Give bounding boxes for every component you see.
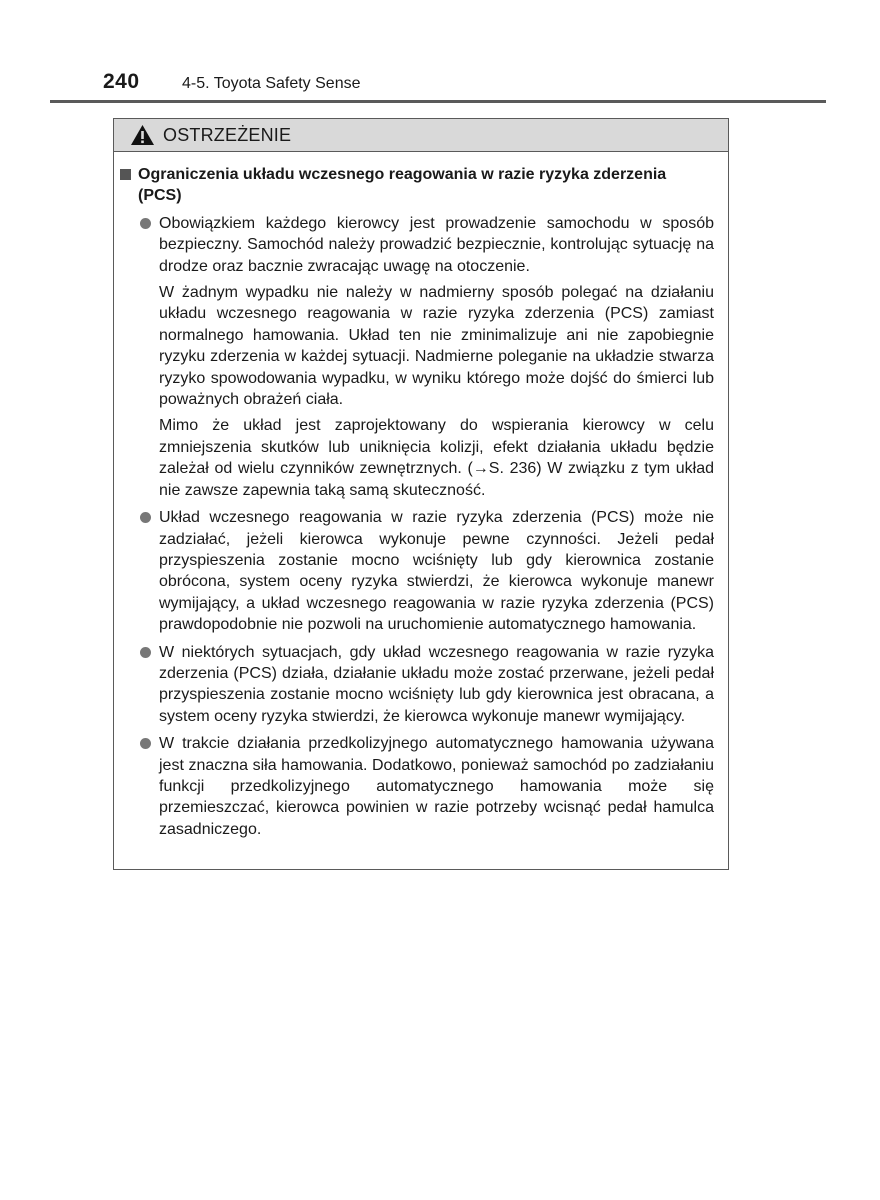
paragraph: W niektórych sytuacjach, gdy układ wczesnego reagowania w razie ryzyka zderzenia (PCS) działa, działanie układu może zostać przerwane, jeżeli pedał przyspieszenia zostanie mocno wciśnięty lub gdy kierownica jest obracana, a system oceny ryzyka stwierdzi, że kierowca wykonuje manewr wymijający. xyxy=(159,643,714,725)
warning-header xyxy=(114,119,728,152)
page-number: 240 xyxy=(103,70,140,93)
list-item xyxy=(120,733,714,840)
warning-box xyxy=(113,118,729,870)
paragraph: W żadnym wypadku nie należy w nadmierny sposób polegać na działaniu układu wczesnego reagowania w razie ryzyka zderzenia (PCS) zamiast normalnego hamowania. Układ ten nie zminimalizuje ani nie zapobiegnie ryzyku zderzenia w każdej sytuacji. Nadmierne poleganie na układzie stwarza ryzyko spowodowania wypadku, w wyniku którego może dojść do śmierci lub poważnych obrażeń ciała. xyxy=(159,284,714,409)
paragraph: W trakcie działania przedkolizyjnego automatycznego hamowania używana jest znaczna siła hamowania. Dodatkowo, ponieważ samochód po zadziałaniu funkcji przedkolizyjnego automatycznego hamowania może się przemieszczać, kierowca powinien w razie potrzeby wcisnąć pedał hamulca zasadniczego. xyxy=(159,735,714,838)
round-bullet-icon xyxy=(140,738,151,749)
warning-title: OSTRZEŻENIE xyxy=(163,124,292,145)
section-title: 4-5. Toyota Safety Sense xyxy=(182,75,361,92)
section-heading-text: Ograniczenia układu wczesnego reagowania w razie ryzyka zderzenia (PCS) xyxy=(138,166,667,205)
paragraph: Mimo że układ jest zaprojektowany do wspierania kierowcy w celu zmniejszenia skutków lub uniknięcia kolizji, efekt działania układu będzie zależał od wielu czynników zewnętrznych. (→S. 236) W związku z tym układ nie zawsze zapewnia taką samą skuteczność. xyxy=(159,417,714,499)
round-bullet-icon xyxy=(140,647,151,658)
list-item xyxy=(120,507,714,635)
square-bullet-icon xyxy=(120,169,131,180)
warning-body xyxy=(114,152,728,840)
list-item xyxy=(120,213,714,501)
list-item xyxy=(120,642,714,728)
warning-triangle-icon xyxy=(130,124,155,146)
section-heading xyxy=(120,164,714,207)
paragraph: Układ wczesnego reagowania w razie ryzyka zderzenia (PCS) może nie zadziałać, jeżeli kierowca wykonuje pewne czynności. Jeżeli pedał przyspieszenia zostanie mocno wciśnięty lub gdy kierownica zostanie obrócona, system oceny ryzyka stwierdzi, że kierowca wykonuje manewr wymijający, a układ wczesnego reagowania w razie ryzyka zderzenia (PCS) prawdopodobnie nie pozwoli na uruchomienie automatycznego hamowania. xyxy=(159,509,714,634)
round-bullet-icon xyxy=(140,218,151,229)
header-divider xyxy=(50,100,826,103)
paragraph: Obowiązkiem każdego kierowcy jest prowadzenie samochodu w sposób bezpieczny. Samochód należy prowadzić bezpiecznie, kontrolując sytuację na drodze oraz bacznie zwracając uwagę na otoczenie. xyxy=(159,214,714,275)
round-bullet-icon xyxy=(140,512,151,523)
